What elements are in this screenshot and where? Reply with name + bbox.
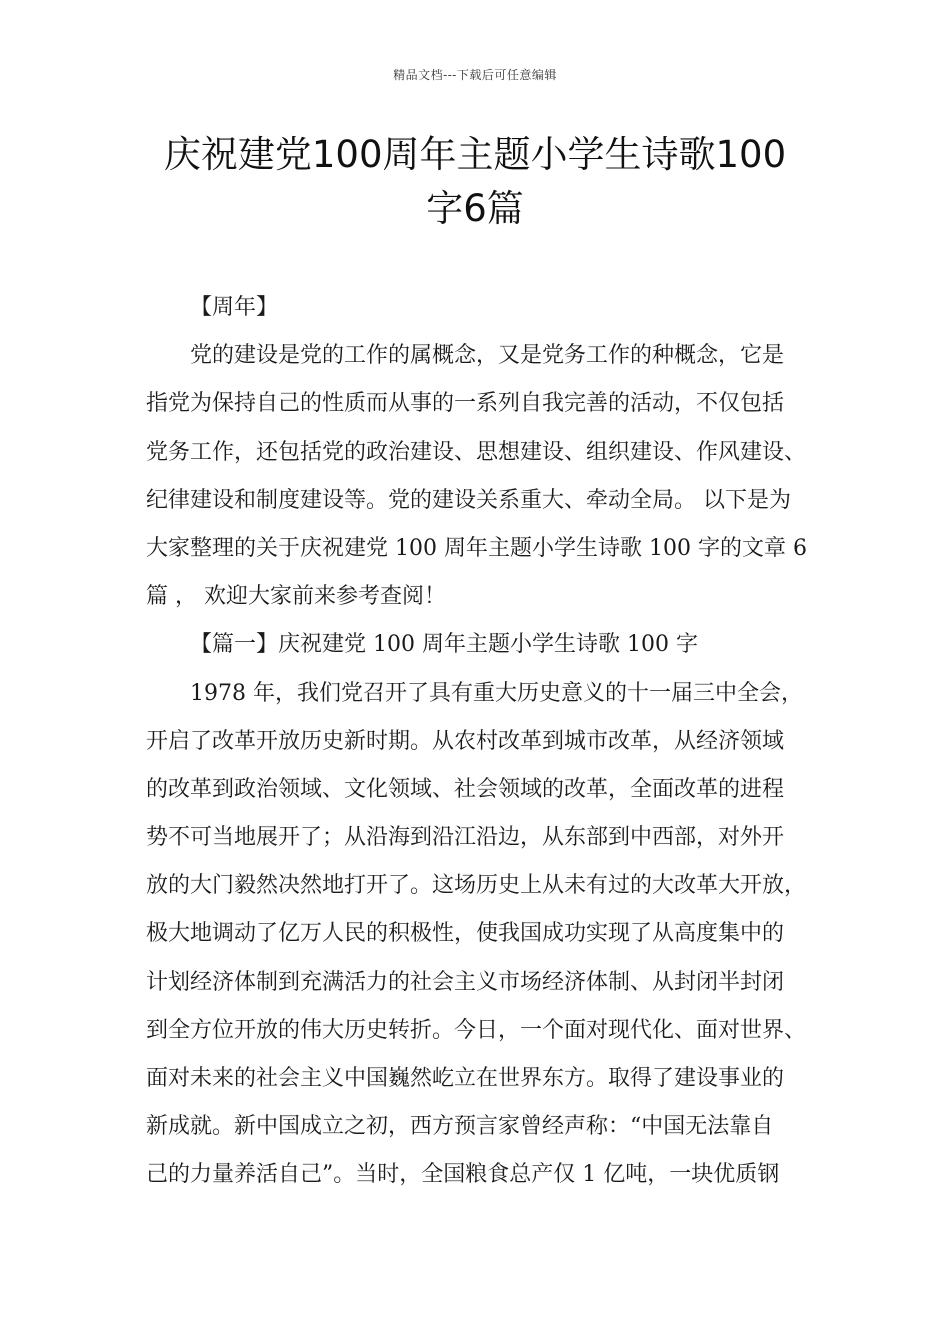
title-line-2: 字6篇 bbox=[426, 187, 524, 230]
document-body bbox=[146, 284, 826, 1200]
document-title bbox=[120, 128, 830, 236]
intro-line: 党的建设是党的工作的属概念，又是党务工作的种概念，它是 bbox=[190, 343, 785, 369]
title-line-1: 庆祝建党100周年主题小学生诗歌100 bbox=[163, 133, 787, 176]
header-note: 精品文档---下载后可任意编辑 bbox=[393, 68, 557, 82]
part1-line: 势不可当地展开了；从沿海到沿江沿边，从东部到中西部，对外开 bbox=[146, 825, 785, 851]
intro-line: 纪律建设和制度建设等。党的建设关系重大、牵动全局。 以下是为 bbox=[146, 487, 791, 513]
part1-line: 开启了改革开放历史新时期。从农村改革到城市改革，从经济领域 bbox=[146, 728, 785, 754]
part1-line: 己的力量养活自己”。当时，全国粮食总产仅 1 亿吨，一块优质钢 bbox=[146, 1162, 780, 1188]
intro-line: 指党为保持自己的性质而从事的一系列自我完善的活动，不仅包括 bbox=[146, 391, 785, 417]
part1-line: 1978 年，我们党召开了具有重大历史意义的十一届三中全会， bbox=[190, 680, 803, 706]
part1-line: 的改革到政治领域、文化领域、社会领域的改革，全面改革的进程 bbox=[146, 776, 785, 802]
section-heading-anniversary: 【周年】 bbox=[190, 295, 279, 320]
part1-line: 到全方位开放的伟大历史转折。今日，一个面对现代化、面对世界、 bbox=[146, 1017, 807, 1043]
intro-line: 党务工作，还包括党的政治建设、思想建设、组织建设、作风建设、 bbox=[146, 439, 807, 465]
intro-line: 大家整理的关于庆祝建党 100 周年主题小学生诗歌 100 字的文章 6 bbox=[146, 535, 807, 561]
part1-line: 极大地调动了亿万人民的积极性，使我国成功实现了从高度集中的 bbox=[146, 921, 785, 947]
section-heading-part1: 【篇一】庆祝建党 100 周年主题小学生诗歌 100 字 bbox=[190, 632, 698, 658]
part1-line: 面对未来的社会主义中国巍然屹立在世界东方。取得了建设事业的 bbox=[146, 1066, 785, 1091]
part1-line: 新成就。新中国成立之初，西方预言家曾经声称：“中国无法靠自 bbox=[146, 1114, 774, 1140]
intro-line: 篇 ， 欢迎大家前来参考查阅！ bbox=[146, 584, 446, 610]
part1-line: 计划经济体制到充满活力的社会主义市场经济体制、从封闭半封闭 bbox=[146, 969, 785, 995]
part1-line: 放的大门毅然决然地打开了。这场历史上从未有过的大改革大开放， bbox=[146, 873, 807, 899]
